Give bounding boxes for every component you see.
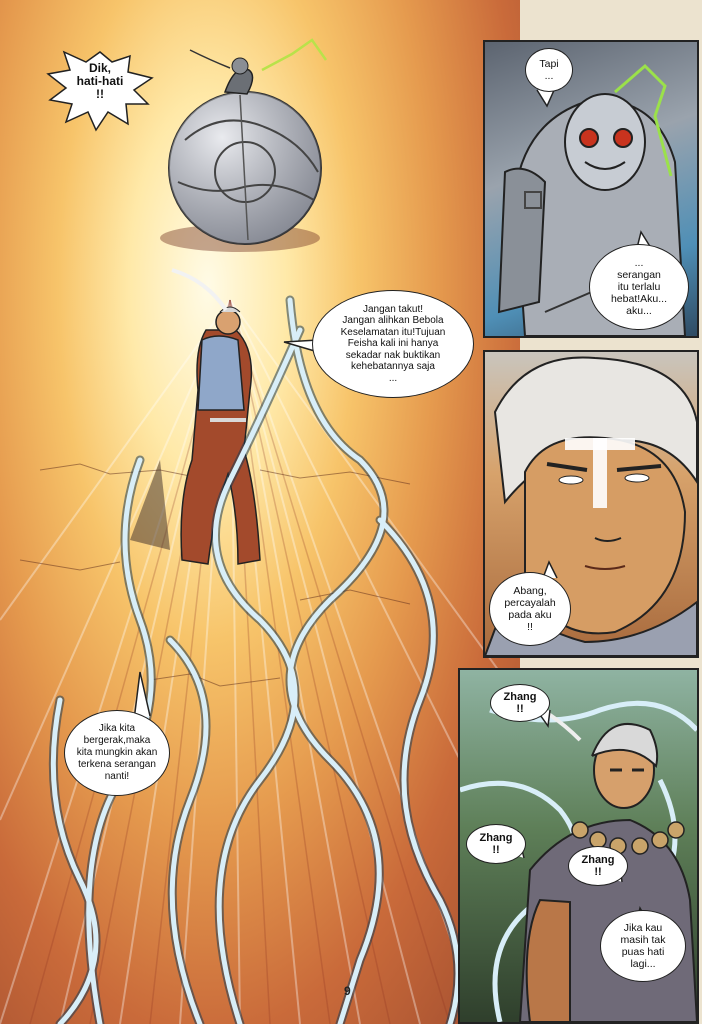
panel-robot: [483, 40, 699, 338]
speech-balloon-trust: Abang, percayalah pada aku !!: [489, 572, 571, 646]
panel-fighter: [458, 668, 699, 1024]
speech-balloon-zhang-1: Zhang !!: [490, 684, 550, 722]
speech-balloon-not-satisfied: Jika kau masih tak puas hati lagi...: [600, 910, 686, 982]
page-number: 9: [344, 984, 351, 998]
panel-face: [483, 350, 699, 658]
speech-balloon-too-strong: ... serangan itu terlalu hebat!Aku... aku...: [589, 244, 689, 330]
speech-balloon-reassure: Jangan takut! Jangan alihkan Bebola Keselamatan itu!Tujuan Feisha kali ini hanya sekadar nak buktikan kehebatannya saja ...: [312, 290, 474, 398]
speech-balloon-zhang-2: Zhang !!: [466, 824, 526, 864]
safety-sphere: [160, 40, 326, 252]
speech-balloon-zhang-3: Zhang !!: [568, 846, 628, 886]
speech-balloon-worry: Jika kita bergerak,maka kita mungkin akan terkena serangan nanti!: [64, 710, 170, 796]
speech-balloon-tapi: Tapi ...: [525, 48, 573, 92]
speech-burst-warning: Dik, hati-hati !!: [76, 61, 124, 101]
